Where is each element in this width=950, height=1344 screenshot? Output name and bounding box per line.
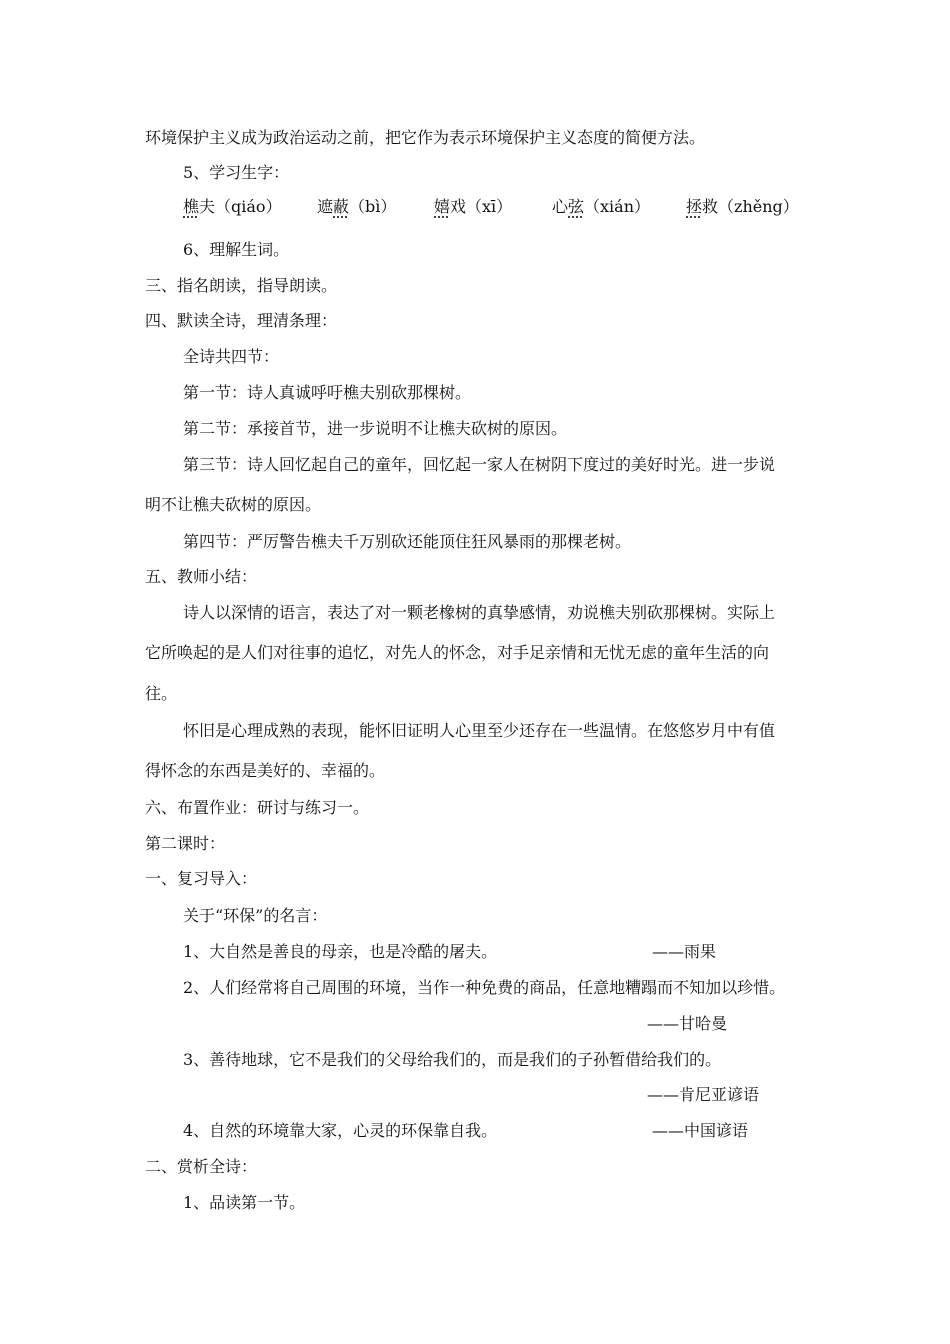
quote-line: 1、大自然是善良的母亲，也是冷酷的屠夫。 (183, 942, 498, 961)
section-heading: 六、布置作业：研讨与练习一。 (145, 798, 370, 817)
section-heading: 五、教师小结： (145, 567, 258, 586)
text-line: 环境保护主义成为政治运动之前，把它作为表示环境保护主义态度的简便方法。 (145, 128, 706, 147)
vocab-item (686, 197, 799, 217)
text-line: 诗人以深情的语言，表达了对一颗老橡树的真挚感情，劝说樵夫别砍那棵树。实际上 (183, 603, 776, 622)
vocab-char: 夫 (199, 197, 216, 216)
text-line: 明不让樵夫砍树的原因。 (145, 495, 322, 514)
vocab-char: 救 (702, 197, 719, 216)
section-heading: 二、赏析全诗： (145, 1157, 258, 1176)
vocab-char: 樵 (183, 197, 200, 216)
vocab-char: 嬉 (434, 197, 451, 216)
text-line: 第二节：承接首节，进一步说明不让樵夫砍树的原因。 (183, 419, 568, 438)
quote-attribution: ——肯尼亚谚语 (647, 1085, 760, 1104)
text-line: 怀旧是心理成熟的表现，能怀旧证明人心里至少还存在一些温情。在悠悠岁月中有值 (183, 721, 776, 740)
text-line: 得怀念的东西是美好的、幸福的。 (145, 761, 386, 780)
vocab-pinyin: （qiáo） (215, 197, 282, 216)
text-line: 关于“环保”的名言： (183, 906, 328, 925)
text-line: 第三节：诗人回忆起自己的童年，回忆起一家人在树阴下度过的美好时光。进一步说 (183, 455, 776, 474)
vocab-char: 弦 (568, 197, 585, 216)
quote-attribution: ——甘哈曼 (647, 1014, 728, 1033)
section-heading: 四、默读全诗，理清条理： (145, 311, 338, 330)
vocab-char: 心 (552, 197, 569, 216)
section-heading: 第二课时： (145, 834, 226, 853)
vocab-pinyin: （bì） (349, 197, 397, 216)
vocab-char: 遮 (317, 197, 334, 216)
quote-line: 2、人们经常将自己周围的环境，当作一种免费的商品，任意地糟蹋而不知加以珍惜。 (183, 978, 786, 997)
vocab-pinyin: （xián） (584, 197, 651, 216)
quote-attribution: ——中国谚语 (652, 1121, 749, 1140)
vocab-item (317, 197, 396, 217)
text-line: 往。 (145, 684, 178, 703)
vocab-item (434, 197, 512, 217)
text-line: 第一节：诗人真诚呼吁樵夫别砍那棵树。 (183, 383, 472, 402)
vocab-pinyin: （zhěng） (718, 197, 799, 216)
text-line: 1、品读第一节。 (183, 1193, 306, 1212)
section-heading: 一、复习导入： (145, 869, 258, 888)
vocab-char: 戏 (450, 197, 467, 216)
quote-attribution: ——雨果 (652, 942, 717, 961)
quote-line: 4、自然的环境靠大家，心灵的环保靠自我。 (183, 1121, 498, 1140)
text-line: 第四节：严厉警告樵夫千万别砍还能顶住狂风暴雨的那棵老树。 (183, 532, 632, 551)
text-line: 6、理解生词。 (183, 240, 290, 259)
quote-line: 3、善待地球，它不是我们的父母给我们的，而是我们的子孙暂借给我们的。 (183, 1050, 722, 1069)
text-line: 全诗共四节： (183, 347, 280, 366)
text-line: 它所唤起的是人们对往事的追忆，对先人的怀念，对手足亲情和无忧无虑的童年生活的向 (145, 643, 770, 662)
vocab-item (552, 197, 650, 217)
vocab-char: 拯 (686, 197, 703, 216)
vocab-char: 蔽 (333, 197, 350, 216)
vocab-item (183, 197, 282, 217)
text-line: 5、学习生字： (183, 163, 290, 182)
section-heading: 三、指名朗读，指导朗读。 (145, 276, 338, 295)
vocab-pinyin: （xī） (466, 197, 513, 216)
